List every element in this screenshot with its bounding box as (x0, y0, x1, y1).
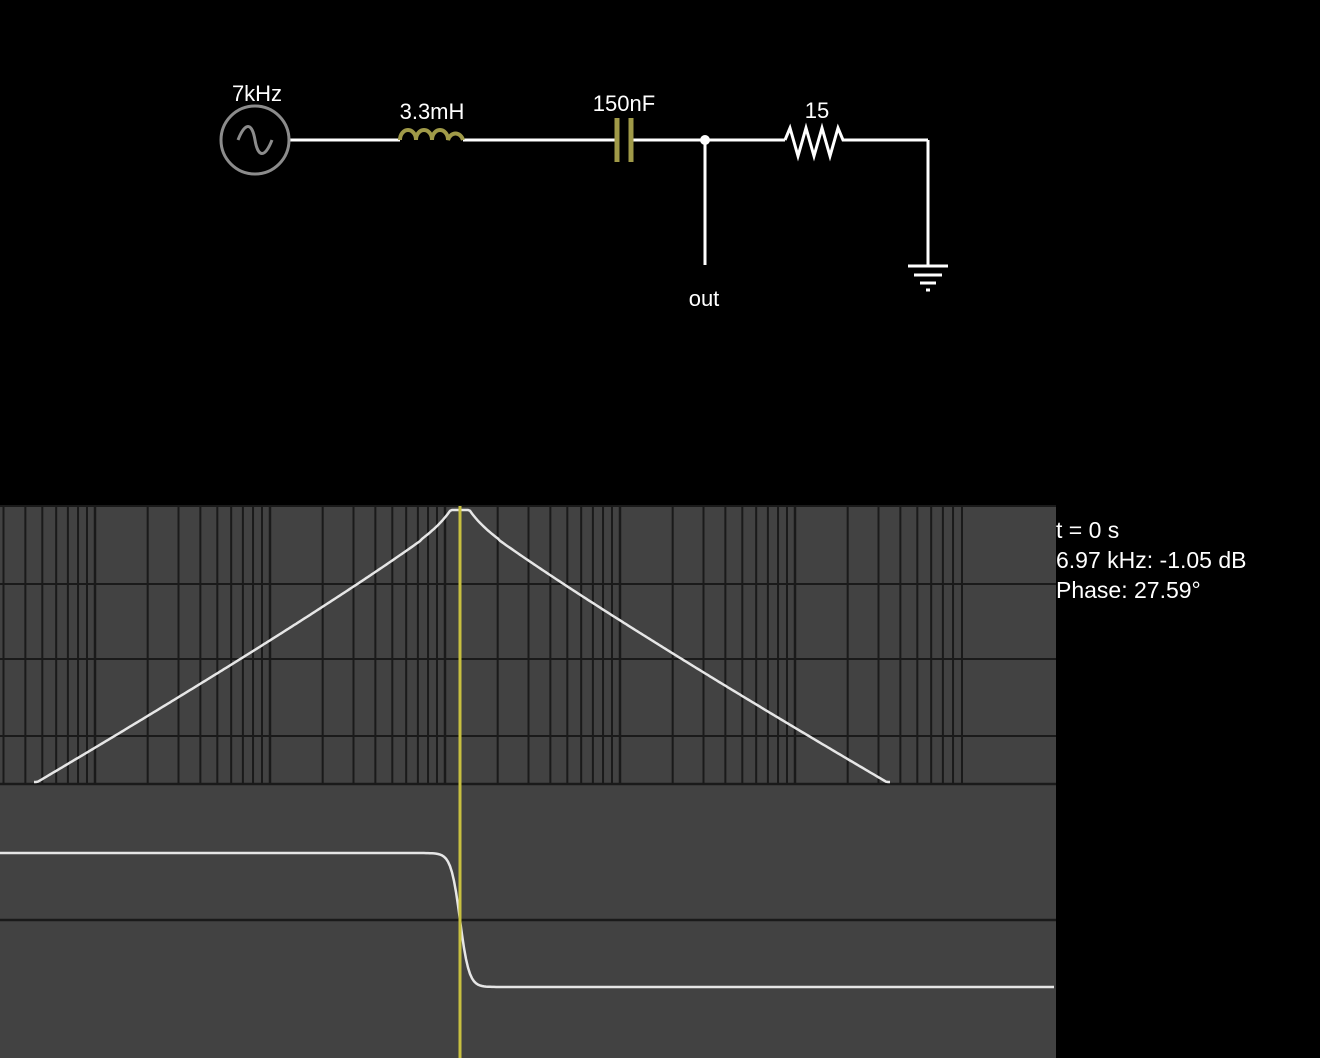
capacitor-value-label: 150nF (592, 91, 656, 116)
inductor-value-label: 3.3mH (399, 99, 465, 124)
scope-readout (1056, 515, 1247, 605)
resistor-value-label: 15 (804, 98, 830, 123)
frequency-gain-readout: 6.97 kHz: -1.05 dB (1056, 547, 1247, 573)
output-label: out (688, 286, 720, 311)
phase-readout: Phase: 27.59° (1056, 577, 1201, 603)
source-frequency-label: 7kHz (231, 81, 283, 106)
time-readout: t = 0 s (1056, 517, 1120, 543)
